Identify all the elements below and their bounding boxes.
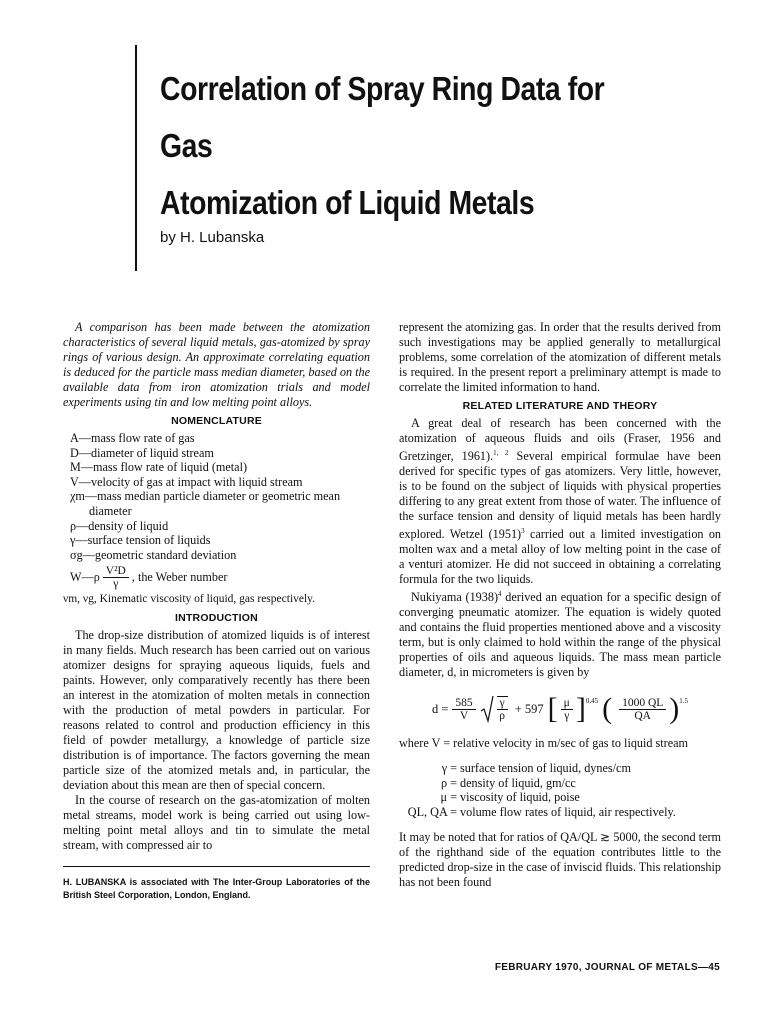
nomenclature-item: σg—geometric standard deviation bbox=[70, 547, 237, 562]
related-p1-text-a: A great deal of research has been concerned with the atomization of aqueous fluids and oils (Fraser, 1956 and Gretzinger, 1961). bbox=[399, 416, 721, 464]
coefficient-numerator: 585 bbox=[452, 697, 475, 710]
nomenclature-item: ρ—density of liquid bbox=[70, 518, 169, 533]
footnote-divider bbox=[63, 866, 370, 902]
kinematic-viscosity-item: νm, νg, Kinematic viscosity of liquid, gas respectively. bbox=[63, 593, 316, 606]
left-paren: ( bbox=[602, 692, 613, 726]
nomenclature-item: V—velocity of gas at impact with liquid stream bbox=[70, 474, 303, 489]
page-footer: FEBRUARY 1970, JOURNAL OF METALS—45 bbox=[494, 962, 720, 973]
weber-fraction bbox=[103, 565, 129, 590]
definition-item bbox=[399, 805, 721, 820]
right-intro-paragraph: represent the atomizing gas. In order that the results derived from such investigations may be applied generally to metallurgical problems, some correlation of the atomization of different metals is required. In the present report a preliminary attempt is made to correlate the limited information to hand. bbox=[399, 320, 721, 394]
abstract: A comparison has been made between the atomization characteristics of several liquid metals, gas-atomized by spray rings of various design. An approximate correlating equation is deduced for the particle mass median diameter, based on the available data from iron atomization trials and model experiments using tin and low melting point alloys. bbox=[63, 320, 371, 409]
equation-coefficient-fraction bbox=[452, 697, 475, 722]
weber-prefix: W— bbox=[70, 569, 94, 584]
nomenclature-item: χm—mass median particle diameter or geometric mean diameter bbox=[70, 489, 341, 518]
author-affiliation-footnote: H. LUBANSKA is associated with The Inter-Group Laboratories of the British Steel Corporation, London, England. bbox=[63, 877, 370, 901]
related-p1-text-c: carried out a limited investigation on molten wax and a metal alloy of low melting point in the case of a venturi atomizer. He did not succeed in obtaining a correlating formula for the two liquids. bbox=[399, 527, 722, 587]
weber-denominator: γ bbox=[113, 577, 119, 590]
nomenclature-item: M—mass flow rate of liquid (metal) bbox=[70, 460, 248, 475]
title-line-2: Atomization of Liquid Metals bbox=[160, 184, 535, 221]
definition-text: density of liquid, gm/cc bbox=[460, 775, 576, 790]
weber-suffix: , the Weber number bbox=[131, 569, 228, 584]
weber-number-definition bbox=[63, 562, 370, 592]
weber-rho: ρ bbox=[93, 569, 100, 584]
author-byline: by H. Lubanska bbox=[160, 229, 265, 246]
root-denominator: ρ bbox=[499, 710, 506, 723]
nomenclature-item: γ—surface tension of liquids bbox=[70, 533, 211, 548]
reference-marker: 1, 2 bbox=[493, 449, 509, 457]
related-p2-text-b: derived an equation for a specific design of converging pneumatic atomizer. The equation is widely quoted and contains the fluid properties mentioned above and a viscosity term, but is only claimed to hold within the range of the physical properties of oils and aqueous liquids. The mass mean particle diameter, d, in micrometers is given by bbox=[399, 590, 721, 680]
definition-text: surface tension of liquid, dynes/cm bbox=[460, 761, 631, 776]
right-column bbox=[399, 320, 721, 890]
definition-symbol: γ = bbox=[441, 761, 457, 776]
introduction-heading: INTRODUCTION bbox=[175, 612, 258, 625]
definition-symbol: μ = bbox=[440, 790, 457, 805]
right-paren: ) bbox=[669, 692, 680, 726]
exponent-2: 1.5 bbox=[679, 696, 689, 705]
nukiyama-equation bbox=[399, 684, 721, 734]
variable-definitions bbox=[399, 761, 721, 819]
radical-sign-icon bbox=[480, 695, 494, 723]
flow-ratio-fraction bbox=[619, 697, 666, 722]
nomenclature-heading: NOMENCLATURE bbox=[171, 415, 262, 427]
introduction-paragraph-1: The drop-size distribution of atomized liquids is of interest in many fields. Much research has been carried out on various atomizer designs for spraying aqueous liquids, fuels and paints. However, only comparatively recently has there been an interest in the atomization of molten metals in connection with the production of metal powders in particular. For reasons related to control and production efficiency in this field of powder metallurgy, a knowledge of particle size distribution is of importance. The factors governing the mean particle size of the atomized metals and, in particular, the deviation about this mean are then of special concern. bbox=[63, 628, 370, 793]
related-paragraph-2 bbox=[399, 587, 721, 680]
root-fraction bbox=[497, 696, 508, 722]
exponent-1: 0.45 bbox=[585, 696, 599, 705]
left-bracket: [ bbox=[547, 692, 558, 726]
reference-marker: 3 bbox=[521, 527, 525, 536]
equation-lhs: d = bbox=[431, 701, 449, 716]
flow-ratio-numerator: 1000 QL bbox=[619, 697, 666, 710]
definition-text: viscosity of liquid, poise bbox=[460, 790, 580, 805]
equation-plus-term: + 597 bbox=[514, 701, 544, 716]
title-vertical-rule bbox=[135, 45, 137, 271]
related-p2-text-a: Nukiyama (1938) bbox=[411, 590, 499, 605]
definition-symbol: ρ = bbox=[440, 775, 457, 790]
reference-marker: 4 bbox=[498, 590, 502, 599]
definition-symbol: QL, QA = bbox=[407, 804, 457, 819]
left-column bbox=[63, 320, 370, 902]
right-bracket: ] bbox=[575, 692, 586, 726]
definition-item bbox=[399, 790, 721, 805]
nomenclature-item: D—diameter of liquid stream bbox=[70, 445, 214, 460]
viscosity-fraction bbox=[561, 697, 573, 722]
article-title bbox=[160, 60, 659, 231]
where-statement: where V = relative velocity in m/sec of gas to liquid stream bbox=[399, 736, 689, 751]
definition-text: volume flow rates of liquid, air respectively. bbox=[460, 804, 676, 819]
related-p1-text-b: Several empirical formulae have been derived for specific types of gas atomizers. Very little, however, is to be found on the subject of liquids with physical properties differing to any great extent from those of water. The influence of the surface tension and density of liquid metals has been hardly explored. Wetzel (1951) bbox=[399, 449, 721, 542]
coefficient-denominator: V bbox=[459, 709, 469, 722]
definition-item bbox=[399, 761, 721, 776]
weber-numerator: V²D bbox=[103, 565, 129, 578]
closing-paragraph: It may be noted that for ratios of QA/QL ≳ 5000, the second term of the righthand side of the equation contributes little to the predicted drop-size in the case of inviscid fluids. This relationship has not been found bbox=[399, 829, 721, 889]
related-paragraph-1 bbox=[399, 416, 721, 587]
nomenclature-list bbox=[63, 431, 370, 562]
flow-ratio-denominator: QA bbox=[634, 709, 651, 722]
nomenclature-item: A—mass flow rate of gas bbox=[70, 431, 195, 445]
definition-item bbox=[399, 776, 721, 791]
related-literature-heading: RELATED LITERATURE AND THEORY bbox=[462, 400, 658, 412]
introduction-paragraph-2: In the course of research on the gas-atomization of molten metal streams, model work is being carried out using low-melting point metal alloys and tin to simulate the metal stream, with compressed air to bbox=[63, 793, 370, 853]
viscosity-denominator: γ bbox=[564, 709, 570, 722]
root-numerator: γ bbox=[497, 697, 508, 710]
square-root-term bbox=[480, 695, 511, 723]
title-line-1: Correlation of Spray Ring Data for Gas bbox=[160, 70, 605, 164]
viscosity-numerator: μ bbox=[561, 697, 573, 710]
